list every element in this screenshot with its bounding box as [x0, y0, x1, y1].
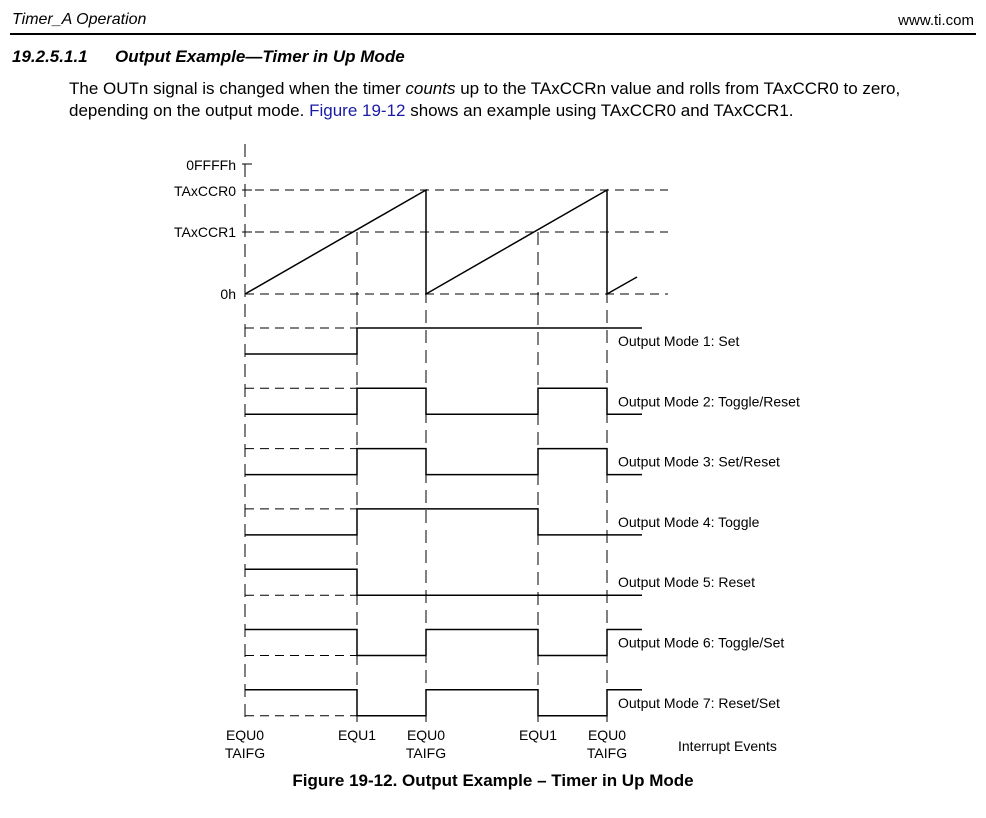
- event-label: EQU0: [406, 727, 446, 743]
- figure-link[interactable]: Figure 19-12: [309, 101, 406, 120]
- output-mode-label: Output Mode 1: Set: [618, 333, 740, 349]
- output-mode-waveform: [245, 630, 642, 656]
- running-header-section: Timer_A Operation: [12, 11, 147, 28]
- section-number: 19.2.5.1.1: [12, 47, 88, 66]
- event-flag-label: TAIFG: [224, 745, 266, 761]
- output-mode-waveform: [245, 690, 642, 716]
- running-header-site[interactable]: www.ti.com: [898, 12, 974, 29]
- output-mode-label: Output Mode 6: Toggle/Set: [618, 634, 785, 651]
- output-mode-waveform: [245, 388, 642, 414]
- level-label-max: 0FFFFh: [186, 157, 236, 173]
- section-title: Output Example—Timer in Up Mode: [115, 47, 405, 66]
- output-mode-waveform: [245, 328, 642, 354]
- timer-counter-ramp: [245, 190, 637, 294]
- level-label-ccr1: TAxCCR1: [174, 224, 236, 240]
- event-flag-label: TAIFG: [405, 745, 447, 761]
- output-mode-label: Output Mode 3: Set/Reset: [618, 453, 780, 470]
- paragraph-text-1: The OUTn signal is changed when the timer: [69, 79, 406, 98]
- event-label: EQU0: [587, 727, 627, 743]
- paragraph-text-3: shows an example using TAxCCR0 and TAxCCR1.: [405, 101, 794, 120]
- interrupt-events-label: Interrupt Events: [678, 738, 777, 754]
- paragraph-emphasis: counts: [405, 79, 456, 98]
- output-mode-waveform: [245, 569, 642, 595]
- output-mode-label: Output Mode 7: Reset/Set: [618, 694, 780, 711]
- figure-caption: Figure 19-12. Output Example – Timer in Up Mode: [292, 771, 694, 790]
- event-label: EQU0: [225, 727, 265, 743]
- output-mode-label: Output Mode 5: Reset: [618, 574, 755, 591]
- paragraph-text-2: up to the TAxCCRn value and rolls from TAxCCR0 to zero, depending on the output mode.: [69, 79, 901, 120]
- level-label-zero: 0h: [220, 286, 236, 302]
- event-label: EQU1: [518, 727, 558, 743]
- output-mode-label: Output Mode 4: Toggle: [618, 513, 760, 530]
- output-mode-waveform: [245, 449, 642, 475]
- output-mode-label: Output Mode 2: Toggle/Reset: [618, 393, 800, 410]
- event-flag-label: TAIFG: [586, 745, 628, 761]
- event-label: EQU1: [337, 727, 377, 743]
- level-label-ccr0: TAxCCR0: [174, 183, 236, 199]
- output-mode-waveform: [245, 509, 642, 535]
